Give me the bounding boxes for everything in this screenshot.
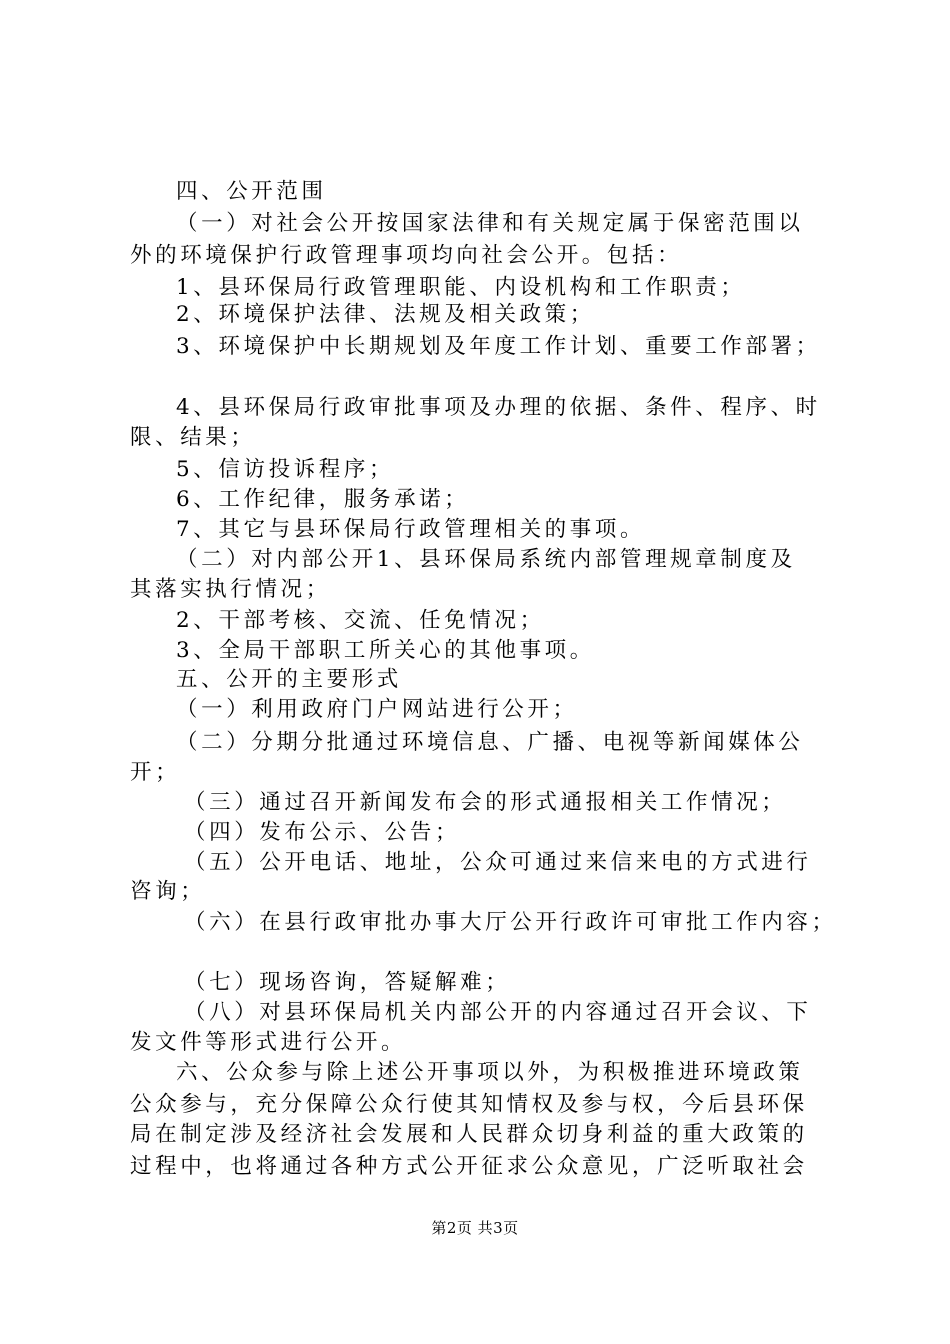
paragraph-line: 公众参与，充分保障公众行使其知情权及参与权，今后县环保 (130, 1092, 808, 1117)
list-item: 2、环境保护法律、法规及相关政策； (176, 302, 595, 327)
list-item: （七）现场咨询，答疑解难； (184, 970, 511, 995)
list-item: 3、环境保护中长期规划及年度工作计划、重要工作部署； (176, 334, 821, 359)
list-item: （二）分期分批通过环境信息、广播、电视等新闻媒体公 (176, 730, 804, 755)
list-item: （八）对县环保局机关内部公开的内容通过召开会议、下 (184, 1000, 812, 1025)
paragraph-line: 过程中，也将通过各种方式公开征求公众意见，广泛听取社会 (130, 1154, 808, 1179)
list-item: 7、其它与县环保局行政管理相关的事项。 (176, 517, 646, 542)
list-item: 6、工作纪律，服务承诺； (176, 487, 470, 512)
paragraph-line: 其落实执行情况； (130, 577, 331, 602)
paragraph-line: 发文件等形式进行公开。 (130, 1030, 407, 1055)
list-item: 5、信访投诉程序； (176, 457, 395, 482)
section-heading: 四、公开范围 (176, 179, 327, 204)
list-item: （六）在县行政审批办事大厅公开行政许可审批工作内容； (184, 910, 837, 935)
list-item: 4、县环保局行政审批事项及办理的依据、条件、程序、时 (176, 395, 821, 420)
list-item: （五）公开电话、地址，公众可通过来信来电的方式进行 (184, 850, 812, 875)
list-item: 1、县环保局行政管理职能、内设机构和工作职责； (176, 275, 746, 300)
page-number-footer: 第2页 共3页 (431, 1219, 519, 1237)
paragraph-line: （一）对社会公开按国家法律和有关规定属于保密范围以 (176, 211, 804, 236)
paragraph-line: 咨询； (130, 879, 206, 904)
section-heading: 六、公众参与除上述公开事项以外，为积极推进环境政策 (176, 1060, 804, 1085)
list-item: 3、全局干部职工所关心的其他事项。 (176, 638, 595, 663)
paragraph-line: 开； (130, 760, 181, 785)
paragraph-line: 外的环境保护行政管理事项均向社会公开。包括： (130, 243, 683, 268)
paragraph-line: 局在制定涉及经济社会发展和人民群众切身利益的重大政策的 (130, 1122, 808, 1147)
list-item: （三）通过召开新闻发布会的形式通报相关工作情况； (184, 790, 787, 815)
list-item: （四）发布公示、公告； (184, 820, 461, 845)
paragraph-line: （二）对内部公开1、县环保局系统内部管理规章制度及 (176, 547, 796, 572)
paragraph-line: 限、结果； (130, 425, 256, 450)
section-heading: 五、公开的主要形式 (176, 667, 402, 692)
list-item: （一）利用政府门户网站进行公开； (176, 697, 578, 722)
list-item: 2、干部考核、交流、任免情况； (176, 608, 545, 633)
